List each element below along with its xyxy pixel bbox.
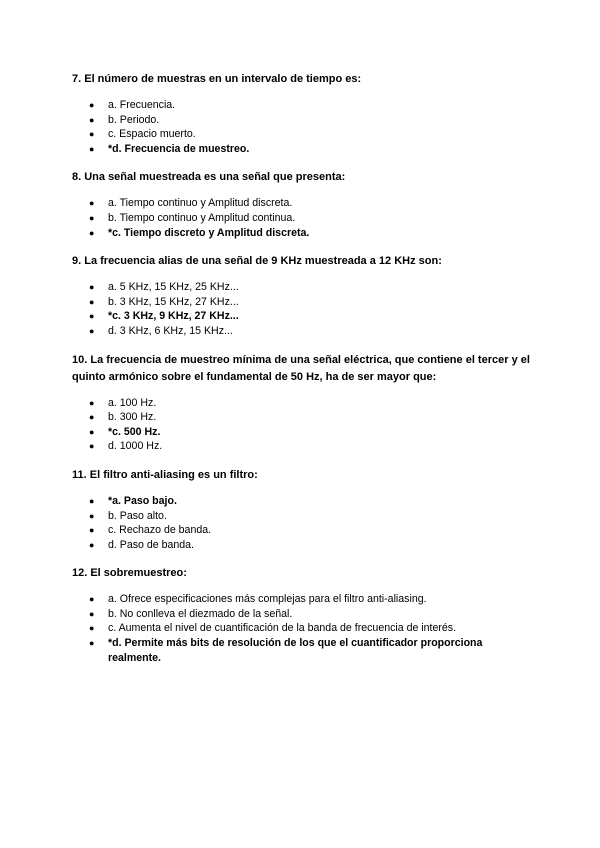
answer-list (72, 592, 532, 665)
answer-option-correct (72, 309, 532, 324)
bullet-icon: ● (89, 282, 95, 293)
answer-text: *d. Frecuencia de muestreo. (108, 142, 250, 155)
answer-option (72, 295, 532, 310)
question-title: 10. La frecuencia de muestreo mínima de una señal eléctrica, que contiene el tercer y el quinto armónico sobre el fundamental de 50 Hz, ha de ser mayor que: (72, 353, 530, 383)
bullet-icon: ● (89, 510, 95, 521)
answer-option (72, 410, 532, 425)
answer-text: *a. Paso bajo. (108, 494, 177, 507)
bullet-icon: ● (89, 296, 95, 307)
answer-list (72, 98, 532, 156)
bullet-icon: ● (89, 198, 95, 209)
answer-option (72, 127, 532, 142)
question-title: 9. La frecuencia alias de una señal de 9 KHz muestreada a 12 KHz son: (72, 255, 442, 268)
answer-option (72, 324, 532, 339)
answer-list (72, 196, 532, 240)
question-7 (72, 71, 532, 156)
answer-option (72, 196, 532, 211)
answer-option (72, 113, 532, 128)
answer-option (72, 592, 532, 607)
answer-option (72, 621, 532, 636)
answer-text: c. Aumenta el nivel de cuantificación de la banda de frecuencia de interés. (108, 622, 457, 635)
question-title: 7. El número de muestras en un intervalo de tiempo es: (72, 73, 362, 85)
answer-option-correct (72, 226, 532, 241)
bullet-icon: ● (89, 608, 95, 619)
question-8 (72, 169, 532, 240)
answer-text: b. Tiempo continuo y Amplitud continua. (108, 211, 296, 224)
question-title: 12. El sobremuestreo: (72, 567, 187, 580)
answer-option (72, 607, 532, 622)
answer-option-correct (72, 425, 532, 440)
answer-option (72, 98, 532, 113)
question-9 (72, 253, 532, 338)
answer-text: b. Paso alto. (108, 509, 167, 522)
bullet-icon: ● (89, 638, 95, 649)
answer-text: a. 100 Hz. (108, 396, 157, 409)
bullet-icon: ● (89, 114, 95, 125)
answer-text: b. No conlleva el diezmado de la señal. (108, 607, 293, 620)
answer-list (72, 494, 532, 552)
bullet-icon: ● (89, 227, 95, 238)
answer-text: c. Espacio muerto. (108, 128, 196, 141)
answer-list (72, 396, 532, 454)
answer-option (72, 509, 532, 524)
bullet-icon: ● (89, 594, 95, 605)
answer-text: *d. Permite más bits de resolución de los que el cuantificador proporciona realmente. (108, 637, 483, 664)
answer-text: *c. 3 KHz, 9 KHz, 27 KHz... (108, 310, 239, 323)
bullet-icon: ● (89, 100, 95, 110)
bullet-icon: ● (89, 441, 95, 452)
bullet-icon: ● (89, 129, 95, 140)
bullet-icon: ● (89, 623, 95, 634)
answer-text: *c. 500 Hz. (108, 425, 161, 438)
answer-text: d. Paso de banda. (108, 538, 194, 551)
answer-text: a. 5 KHz, 15 KHz, 25 KHz... (108, 281, 239, 294)
question-title: 11. El filtro anti-aliasing es un filtro: (72, 468, 258, 481)
bullet-icon: ● (89, 412, 95, 423)
answer-option (72, 211, 532, 226)
questions-container (72, 71, 532, 678)
answer-text: b. 3 KHz, 15 KHz, 27 KHz... (108, 295, 239, 308)
answer-option-correct (72, 142, 532, 157)
answer-text: b. Periodo. (108, 113, 160, 126)
question-10 (72, 352, 532, 454)
answer-option (72, 439, 532, 454)
bullet-icon: ● (89, 539, 95, 550)
bullet-icon: ● (89, 495, 95, 506)
answer-text: d. 1000 Hz. (108, 440, 163, 453)
bullet-icon: ● (89, 325, 95, 336)
answer-text: a. Tiempo continuo y Amplitud discreta. (108, 197, 293, 210)
answer-text: *c. Tiempo discreto y Amplitud discreta. (108, 226, 310, 239)
answer-option (72, 396, 532, 411)
bullet-icon: ● (89, 311, 95, 322)
answer-option (72, 280, 532, 295)
answer-option (72, 523, 532, 538)
bullet-icon: ● (89, 397, 95, 408)
answer-option-correct (72, 636, 532, 665)
answer-text: a. Ofrece especificaciones más complejas para el filtro anti-aliasing. (108, 593, 427, 606)
question-12 (72, 565, 532, 665)
answer-option (72, 538, 532, 553)
answer-text: b. 300 Hz. (108, 411, 157, 424)
bullet-icon: ● (89, 525, 95, 536)
answer-text: a. Frecuencia. (108, 99, 176, 111)
answer-text: d. 3 KHz, 6 KHz, 15 KHz... (108, 324, 233, 337)
question-title: 8. Una señal muestreada es una señal que presenta: (72, 171, 346, 184)
answer-option-correct (72, 494, 532, 509)
question-11 (72, 467, 532, 552)
bullet-icon: ● (89, 212, 95, 223)
bullet-icon: ● (89, 426, 95, 437)
bullet-icon: ● (89, 143, 95, 154)
answer-list (72, 280, 532, 338)
answer-text: c. Rechazo de banda. (108, 524, 212, 537)
